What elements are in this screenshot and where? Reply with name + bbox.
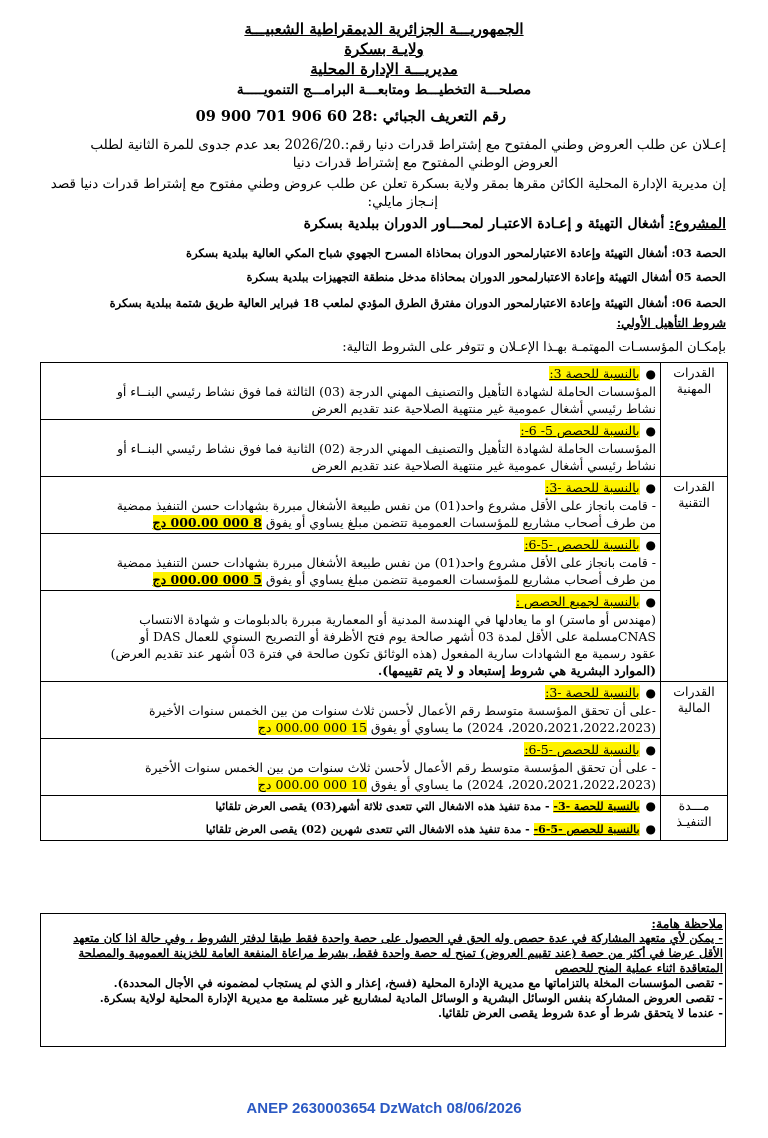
republic-heading: الجمهوريـــة الجزائرية الديمقراطية الشعبيـــة — [244, 20, 524, 38]
professional-lot3-cell: ●بالنسبة للحصة 3: المؤسسات الحاملة لشهادة التأهيل والتصنيف المهني الدرجة (03) الثالثة فما فوق نشاط رئيسي البنــاء أو نشاط رئيسي أشغال عمومية غير منتهية الصلاحية عند تقديم العرض — [41, 363, 661, 420]
service-heading: مصلحـــة التخطيـــط ومتابعـــة البرامـــج التنمويـــــة — [236, 82, 532, 98]
eligibility-heading: شروط التأهيل الأولي: — [616, 316, 726, 330]
conditions-intro: بإمكـان المؤسسـات المهتمـة بهـذا الإعـلان و تتوفر على الشروط التالية: — [342, 340, 726, 355]
lot-6: الحصة 06: أشغال التهيئة وإعادة الاعتبارلمحور الدوران مفترق الطرق المؤدي لملعب 18 فبراير العالية طريق شتمة ببلدية بسكرة — [109, 296, 726, 310]
technical-capacity-label: القدرات التقنية — [661, 477, 728, 682]
lot-3: الحصة 03: أشغال التهيئة وإعادة الاعتبارلمحور الدوران بمحاذاة المسرح الجهوي شباح المكي العالية ببلدية بسكرة — [186, 246, 726, 260]
conditions-table — [40, 362, 728, 841]
note-line-4: - تقصى المؤسسات المخلة بالتزاماتها مع مديرية الإدارة المحلية (فسخ، إعذار و الذي لم يستجاب لمضمونه في الأجال المحددة). — [113, 976, 723, 990]
professional-lot56-cell: ●بالنسبة للحصص 5- 6-: المؤسسات الحاملة لشهادة التأهيل والتصنيف المهني الدرجة (02) الثانية فما فوق نشاط رئيسي البنــاء أو نشاط رئيسي أشغال عمومية غير منتهية الصلاحية عند تقديم العرض — [41, 420, 661, 477]
note-line-1: - يمكن لأي متعهد المشاركة في عدة حصص وله الحق في الحصول على حصة واحدة فقط طبقا لدفتر الشروط ، وفي حالة اذا كان متعهد — [73, 931, 723, 945]
financial-lot3-cell: ●بالنسبة للحصة -3: -على أن تحقق المؤسسة متوسط رقم الأعمال لأحسن ثلاث سنوات من بين الخمس سنوات الأخيرة (2020،2021،2022،2023، 2024) ما يساوي أو يفوق 15 000 000.00 دج — [41, 682, 661, 739]
note-line-2: الأقل عرضا في أكثر من حصة (عند تقييم العروض) تمنح له حصة واحدة فقط، بشرط مراعاة المنفعة العامة للخزينة العمومية والمصلحة — [78, 946, 723, 960]
footer-reference: ANEP 2630003654 DzWatch 08/06/2026 — [246, 1100, 522, 1117]
note-line-3: المتعاقدة اثناء عملية المنح للحصص — [554, 961, 723, 975]
important-notes-box — [40, 913, 726, 1047]
lot-5: الحصة 05 أشغال التهيئة وإعادة الاعتبارلمحور الدوران بمحاذاة مدخل منطقة التجهيزات ببلدية بسكرة — [246, 270, 726, 284]
announcement-line-2: العروض الوطني المفتوح مع إشتراط قدرات دنيا — [292, 155, 558, 171]
execution-period-label: مـــدة التنفيـذ — [661, 796, 728, 841]
execution-period-cell: ●بالنسبة للحصة -3- - مدة تنفيذ هذه الاشغال التي تتعدى ثلاثة أشهر(03) يقصى العرض تلقائيا ●بالنسبة للحصص -5-6- - مدة تنفيذ هذه الاشغال التي تتعدى شهرين (02) يقصى العرض تلقائيا — [41, 796, 661, 841]
note-line-5: - تقصى العروض المشاركة بنفس الوسائل البشرية و الوسائل المادية لمشاريع غير مستلمة مع مديرية الإدارة المحلية لولاية بسكرة. — [99, 991, 723, 1005]
notes-title: ملاحظة هامة: — [651, 916, 723, 931]
announcement-line-3: إن مديرية الإدارة المحلية الكائن مقرها بمقر ولاية بسكرة تعلن عن طلب عروض وطني مفتوح مع إشتراط قدرات دنيا قصد — [50, 176, 726, 192]
professional-capacity-label: القدرات المهنية — [661, 363, 728, 477]
technical-lot56-cell: ●بالنسبة للحصص -5-6: - قامت بانجاز على الأقل مشروع واحد(01) من نفس طبيعة الأشغال مبررة بشهادات حسن التنفيذ ممضية من طرف أصحاب مشاريع للمؤسسات العمومية تتضمن مبلغ يساوي أو يفوق 5 000 000.00 دج — [41, 534, 661, 591]
technical-lot3-cell: ●بالنسبة للحصة -3: - قامت بانجاز على الأقل مشروع واحد(01) من نفس طبيعة الأشغال مبررة بشهادات حسن التنفيذ ممضية من طرف أصحاب مشاريع للمؤسسات العمومية تتضمن مبلغ يساوي أو يفوق 8 000 000.00 دج — [41, 477, 661, 534]
note-line-6: - عندما لا يتحقق شرط أو عدة شروط يقصى العرض تلقائيا. — [438, 1006, 723, 1020]
announcement-line-4: إنـجاز مايلي: — [367, 194, 438, 210]
announcement-line-1: إعـلان عن طلب العروض وطني المفتوح مع إشتراط قدرات دنيا رقم:.2026/20 بعد عدم جدوى للمرة الثانية لطلب — [90, 137, 726, 153]
financial-capacity-label: القدرات المالية — [661, 682, 728, 796]
directorate-heading: مديريـــة الإدارة المحلية — [310, 60, 458, 78]
financial-lot56-cell: ●بالنسبة للحصص -5-6: - على أن تحقق المؤسسة متوسط رقم الأعمال لأحسن ثلاث سنوات من بين الخمس سنوات الأخيرة (2020،2021،2022،2023، 2024) ما يساوي أو يفوق 10 000 000.00 دج — [41, 739, 661, 796]
human-resources-cell: ●بالنسبة لجميع الحصص : (مهندس أو ماستر) او ما يعادلها في الهندسة المدنية أو المعمارية مبررة بالدبلومات و شهادة الانتساب CNASمسلمة على الأقل لمدة 03 أشهر صالحة يوم فتح الأظرفة أو التصريح السنوي للعمال DAS أو عقود رسمية مع الشهادات سارية المفعول (هذه الوثائق تكون صالحة في فترة 03 أشهر عند تقديم العرض) (الموارد البشرية هي شروط إستبعاد و لا يتم تقييمها). — [41, 591, 661, 682]
tax-id: رقم التعريف الجبائي :28 60 906 701 900 09 — [195, 108, 506, 125]
project-title: المشروع: أشغال التهيئة و إعـادة الاعتبـار لمحـــاور الدوران ببلدية بسكرة — [303, 216, 726, 232]
wilaya-heading: ولايـة بسكرة — [344, 40, 424, 58]
